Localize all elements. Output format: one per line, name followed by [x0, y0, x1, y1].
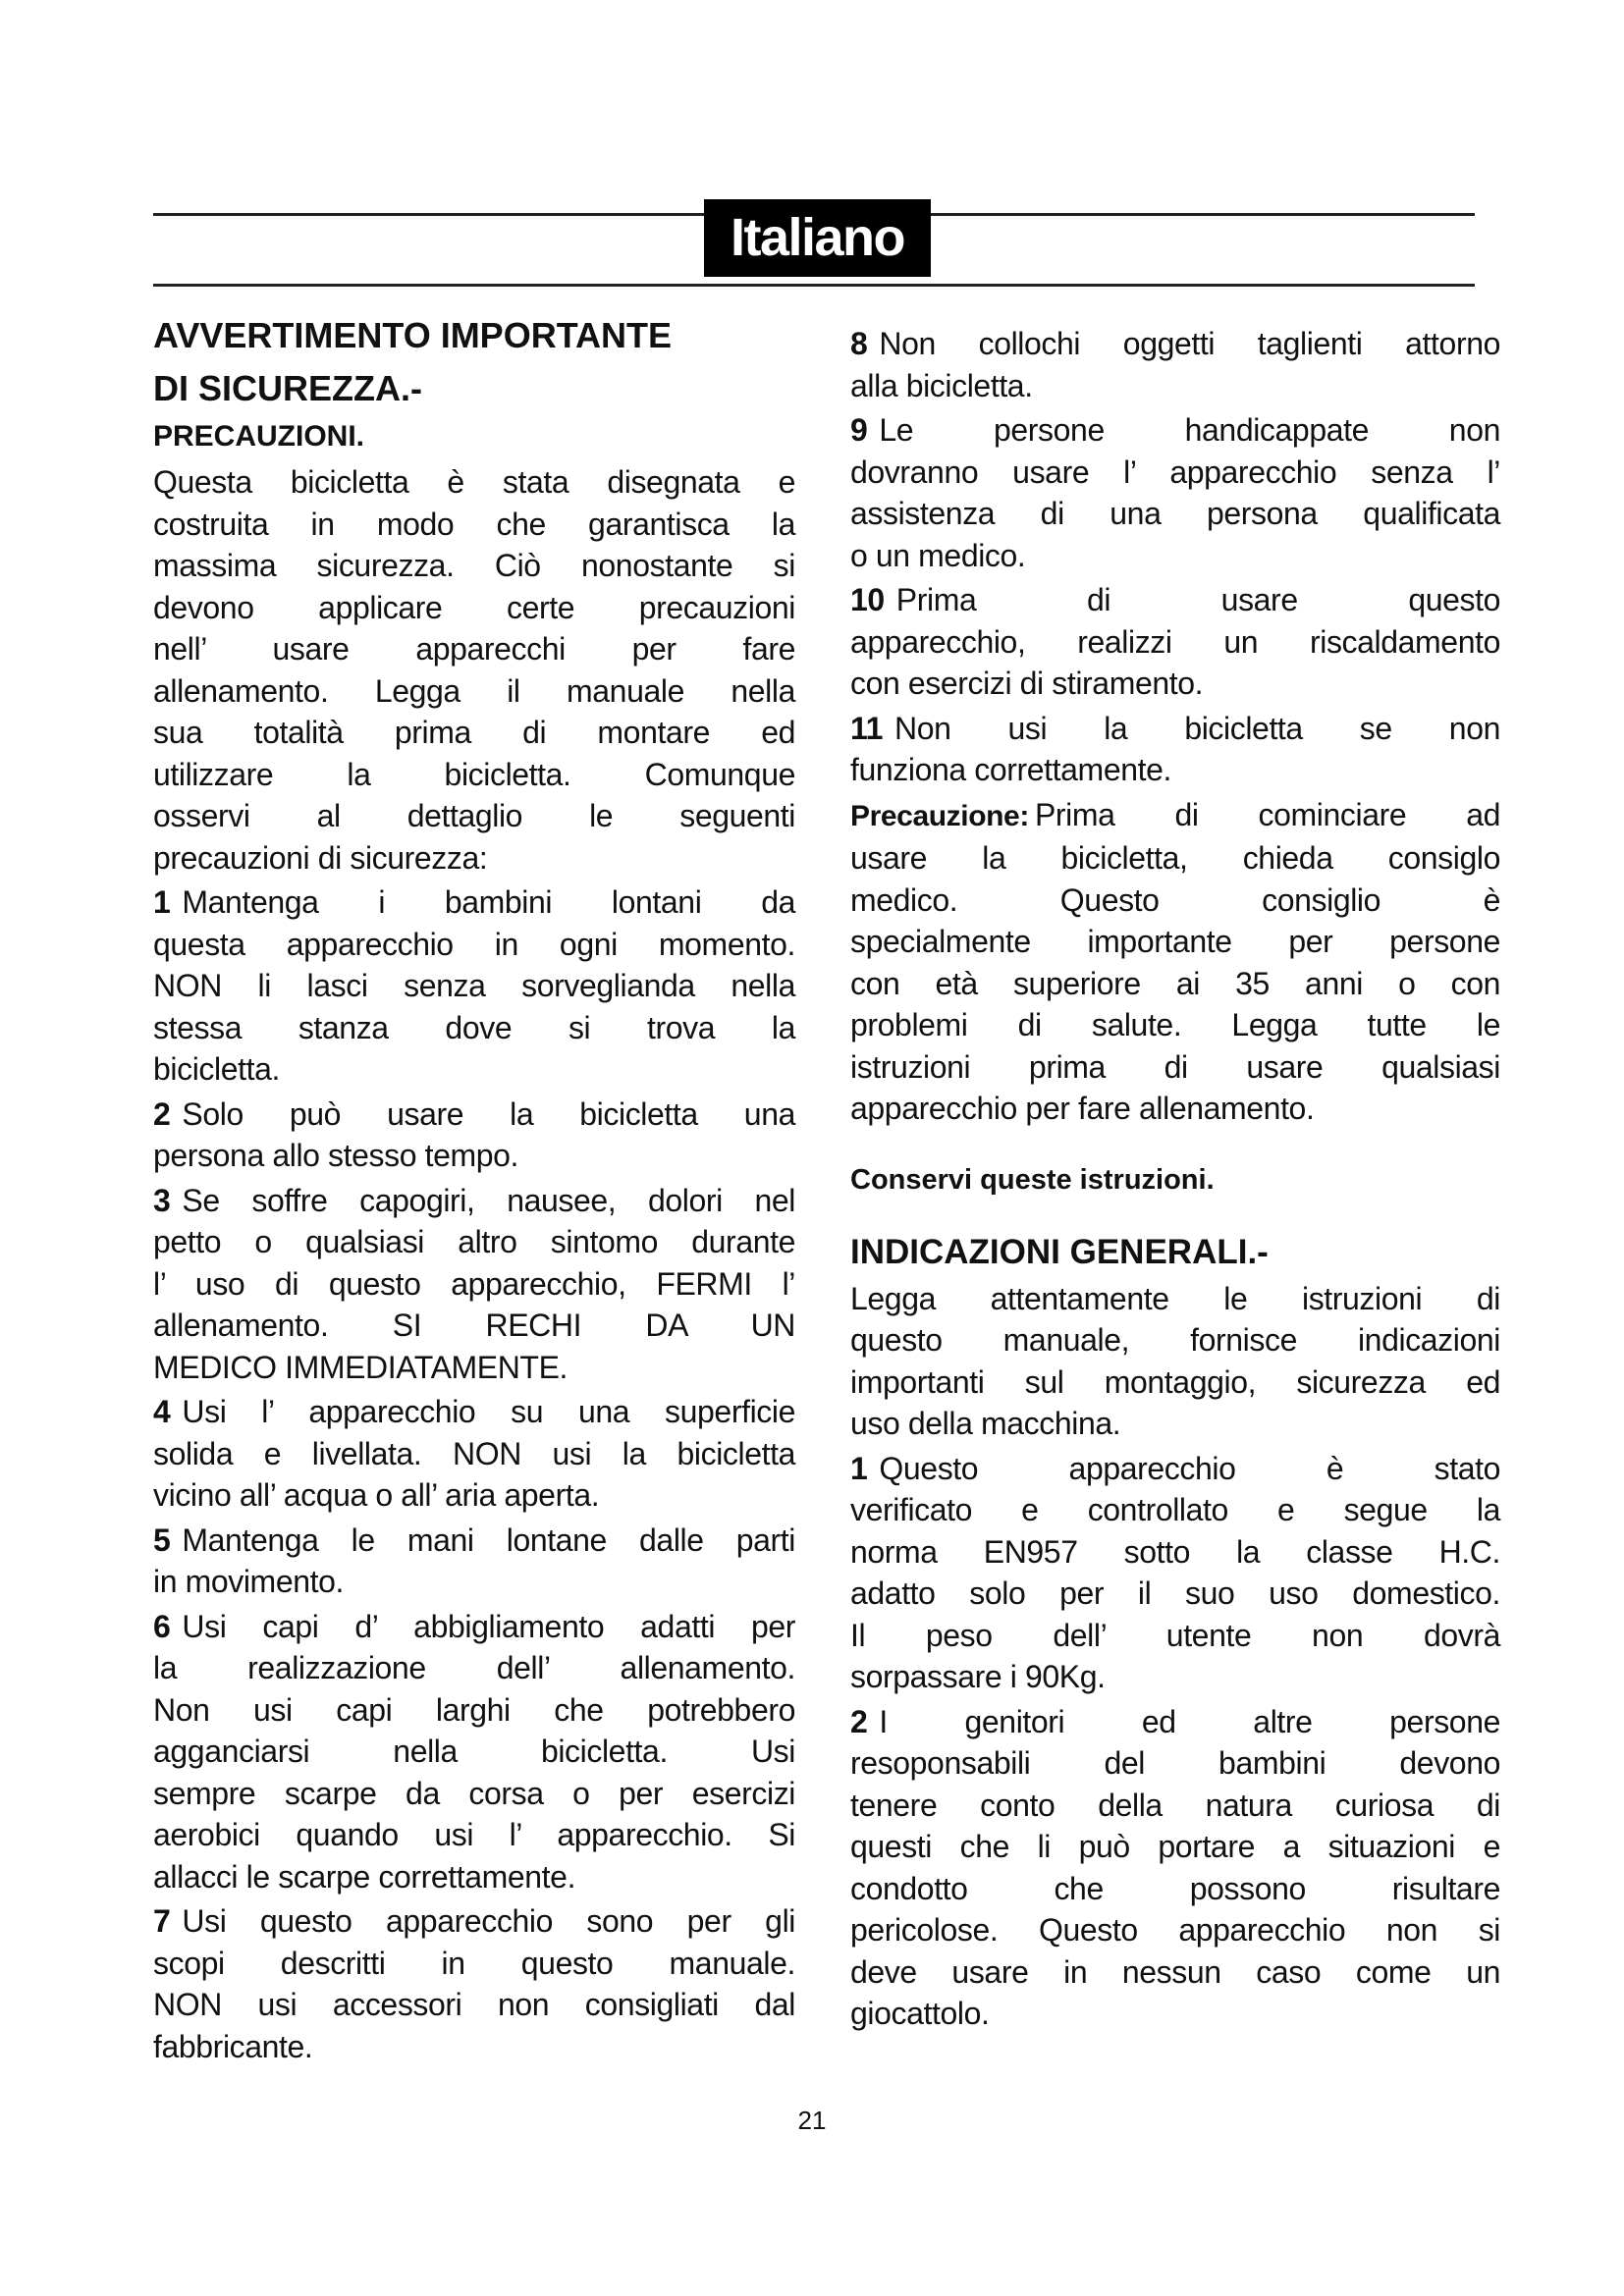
- text-line: [850, 1278, 1500, 1320]
- paragraph: [850, 1701, 1500, 2035]
- line-text: questi che li può portare a situazioni e: [850, 1829, 1500, 1864]
- line-text: osservi al dettaglio le seguenti: [153, 798, 795, 833]
- item-number: 1: [153, 884, 171, 920]
- line-text: precauzioni di sicurezza:: [153, 839, 488, 876]
- item-number: 2: [153, 1095, 171, 1132]
- paragraph: [153, 1391, 795, 1517]
- line-text: Le persone handicappate non: [879, 412, 1500, 448]
- text-line: [153, 670, 795, 713]
- text-line: [153, 1900, 795, 1943]
- item-number: 9: [850, 412, 868, 448]
- keep-instructions-note: Conservi queste istruzioni.: [850, 1163, 1215, 1196]
- line-text: allenamento. SI RECHI DA UN: [153, 1308, 795, 1343]
- line-text: MEDICO IMMEDIATAMENTE.: [153, 1349, 568, 1385]
- text-line: [850, 1951, 1500, 1994]
- text-line: [850, 1046, 1500, 1089]
- line-text: Se soffre capogiri, nausee, dolori nel: [182, 1182, 795, 1218]
- text-line: [850, 708, 1500, 750]
- text-line: [153, 1180, 795, 1222]
- text-line: [153, 881, 795, 924]
- section-title-line: AVVERTIMENTO IMPORTANTE: [153, 315, 673, 355]
- line-text: I genitori ed altre persone: [879, 1703, 1500, 1739]
- line-text: Questo apparecchio è stato: [879, 1450, 1500, 1486]
- item-number: 8: [850, 326, 868, 361]
- line-text: Usi questo apparecchio sono per gli: [182, 1903, 795, 1939]
- text-line: [850, 1868, 1500, 1910]
- line-text: giocattolo.: [850, 1996, 990, 2031]
- text-line: [153, 2026, 795, 2068]
- text-line: [850, 837, 1500, 880]
- text-line: [153, 1856, 795, 1898]
- text-line: [850, 1319, 1500, 1362]
- text-line: [153, 1984, 795, 2026]
- text-line: [850, 1993, 1500, 2035]
- line-text: apparecchio per fare allenamento.: [850, 1091, 1315, 1126]
- text-line: [850, 663, 1500, 705]
- line-text: solida e livellata. NON usi la bicicletta: [153, 1435, 795, 1471]
- line-text: uso della macchina.: [850, 1406, 1121, 1441]
- text-line: [153, 1263, 795, 1306]
- text-line: [850, 365, 1500, 407]
- line-text: assistenza di una persona qualificata: [850, 496, 1500, 531]
- line-text: Solo può usare la bicicletta una: [182, 1095, 795, 1132]
- general-indications-list: [850, 1278, 1500, 2035]
- text-line: [153, 1561, 795, 1603]
- line-text: Legga attentamente le istruzioni di: [850, 1280, 1500, 1316]
- line-text: persona allo stesso tempo.: [153, 1138, 519, 1173]
- text-line: [850, 749, 1500, 791]
- text-line: [153, 965, 795, 1007]
- line-text: tenere conto della natura curiosa di: [850, 1787, 1500, 1823]
- line-text: verificato e controllato e segue la: [850, 1492, 1500, 1527]
- paragraph: [153, 1094, 795, 1177]
- text-line: [850, 1615, 1500, 1657]
- text-line: [153, 1347, 795, 1389]
- text-line: [153, 1606, 795, 1648]
- line-text: alla bicicletta.: [850, 367, 1033, 403]
- text-line: [850, 1004, 1500, 1046]
- text-line: [850, 452, 1500, 494]
- text-line: [153, 504, 795, 546]
- language-label: Italiano: [704, 199, 931, 277]
- line-text: NON li lasci senza sorveglianda nella: [153, 968, 795, 1003]
- paragraph: [153, 461, 795, 879]
- line-text: allacci le scarpe correttamente.: [153, 1858, 576, 1895]
- line-text: agganciarsi nella bicicletta. Usi: [153, 1734, 795, 1769]
- paragraph: [850, 708, 1500, 791]
- left-column: [153, 309, 795, 2067]
- paragraph: [153, 1520, 795, 1603]
- text-line: [850, 880, 1500, 922]
- line-text: sempre scarpe da corsa o per esercizi: [153, 1775, 795, 1811]
- text-line: [153, 1433, 795, 1475]
- text-line: [153, 924, 795, 966]
- precautions-list-continued: [850, 323, 1500, 1130]
- line-text: utilizzare la bicicletta. Comunque: [153, 756, 795, 792]
- line-text: l’ uso di questo apparecchio, FERMI l’: [153, 1265, 795, 1302]
- text-line: [153, 754, 795, 796]
- text-line: [153, 1221, 795, 1263]
- line-text: petto o qualsiasi altro sintomo durante: [153, 1224, 795, 1259]
- paragraph: [850, 1278, 1500, 1445]
- paragraph: [850, 794, 1500, 1130]
- text-line: [153, 1474, 795, 1517]
- item-number: 6: [153, 1608, 171, 1644]
- line-text: nell’ usare apparecchi per fare: [153, 631, 795, 667]
- line-text: sorpassare i 90Kg.: [850, 1659, 1106, 1694]
- text-line: [850, 1573, 1500, 1615]
- line-text: fabbricante.: [153, 2028, 313, 2064]
- line-text: Usi l’ apparecchio su una superficie: [182, 1394, 795, 1429]
- line-text: allenamento. Legga il manuale nella: [153, 672, 795, 709]
- text-line: [153, 1305, 795, 1347]
- line-text: con età superiore ai 35 anni o con: [850, 965, 1500, 1001]
- text-line: [850, 1826, 1500, 1868]
- line-text: funziona correttamente.: [850, 752, 1171, 787]
- text-line: [850, 493, 1500, 535]
- precautions-list: [153, 461, 795, 2067]
- line-text: Mantenga le mani lontane dalle parti: [182, 1522, 795, 1558]
- text-line: [850, 1489, 1500, 1531]
- line-text: o un medico.: [850, 537, 1026, 573]
- text-line: [850, 1448, 1500, 1490]
- paragraph: [153, 1180, 795, 1389]
- line-text: massima sicurezza. Ciò nonostante si: [153, 548, 795, 583]
- text-line: [850, 1785, 1500, 1827]
- paragraph: [850, 579, 1500, 705]
- text-line: [850, 535, 1500, 577]
- line-text: la realizzazione dell’ allenamento.: [153, 1650, 795, 1685]
- line-text: Usi capi d’ abbigliamento adatti per: [182, 1608, 795, 1644]
- text-line: [850, 1088, 1500, 1130]
- line-text: adatto solo per il suo uso domestico.: [850, 1575, 1500, 1611]
- line-text: questo manuale, fornisce indicazioni: [850, 1322, 1500, 1358]
- text-line: [153, 1943, 795, 1985]
- line-text: devono applicare certe precauzioni: [153, 589, 795, 625]
- item-number: 5: [153, 1522, 171, 1558]
- paragraph: [850, 409, 1500, 576]
- item-number: 10: [850, 582, 885, 617]
- line-text: norma EN957 sotto la classe H.C.: [850, 1533, 1500, 1570]
- text-line: [153, 837, 795, 880]
- text-line: [153, 628, 795, 670]
- text-line: [153, 1773, 795, 1815]
- text-line: [153, 1814, 795, 1856]
- text-line: [850, 1701, 1500, 1743]
- line-text: Questa bicicletta è stata disegnata e: [153, 464, 795, 500]
- line-text: stessa stanza dove si trova la: [153, 1009, 795, 1045]
- text-line: [153, 1048, 795, 1091]
- line-text: specialmente importante per persone: [850, 924, 1500, 959]
- text-line: [850, 1742, 1500, 1785]
- line-text: sua totalità prima di montare ed: [153, 715, 795, 750]
- text-line: [153, 1731, 795, 1773]
- line-text: Prima di cominciare ad: [1034, 796, 1500, 832]
- line-text: Non usi la bicicletta se non: [894, 710, 1500, 746]
- section-title: INDICAZIONI GENERALI.-: [850, 1232, 1269, 1271]
- item-number: 2: [850, 1703, 868, 1739]
- line-text: scopi descritti in questo manuale.: [153, 1945, 795, 1981]
- text-line: [850, 579, 1500, 621]
- line-text: aerobici quando usi l’ apparecchio. Si: [153, 1817, 795, 1852]
- line-text: Non collochi oggetti taglienti attorno: [879, 326, 1500, 361]
- line-text: dovranno usare l’ apparecchio senza l’: [850, 454, 1500, 490]
- item-number: 4: [153, 1394, 171, 1429]
- text-line: [153, 1094, 795, 1136]
- line-text: costruita in modo che garantisca la: [153, 506, 795, 542]
- text-line: [153, 795, 795, 837]
- text-line: [850, 963, 1500, 1005]
- text-line: [850, 621, 1500, 664]
- text-line: [850, 409, 1500, 452]
- subsection-title: PRECAUZIONI.: [153, 420, 365, 453]
- text-line: [153, 1689, 795, 1732]
- line-text: apparecchio, realizzi un riscaldamento: [850, 623, 1500, 660]
- header-rule-bottom: [153, 284, 1475, 287]
- text-line: [850, 794, 1500, 838]
- line-text: pericolose. Questo apparecchio non si: [850, 1912, 1500, 1948]
- paragraph: [153, 1606, 795, 1898]
- line-text: condotto che possono risultare: [850, 1870, 1500, 1906]
- text-line: [850, 1909, 1500, 1951]
- line-text: istruzioni prima di usare qualsiasi: [850, 1048, 1500, 1085]
- paragraph: [153, 881, 795, 1091]
- line-text: con esercizi di stiramento.: [850, 666, 1204, 701]
- line-text: vicino all’ acqua o all’ aria aperta.: [153, 1477, 600, 1513]
- item-number: 3: [153, 1182, 171, 1218]
- text-line: [153, 1647, 795, 1689]
- text-line: [153, 712, 795, 754]
- line-text: resoponsabili del bambini devono: [850, 1745, 1500, 1781]
- text-line: [850, 323, 1500, 365]
- line-text: bicicletta.: [153, 1051, 280, 1087]
- paragraph: [153, 1900, 795, 2067]
- item-number: 11: [850, 710, 884, 746]
- text-line: [153, 1391, 795, 1433]
- paragraph: [850, 323, 1500, 406]
- line-text: NON usi accessori non consigliati dal: [153, 1987, 795, 2022]
- item-number: 1: [850, 1450, 868, 1486]
- item-label: Precauzione:: [850, 799, 1029, 832]
- line-text: Il peso dell’ utente non dovrà: [850, 1617, 1500, 1653]
- text-line: [153, 587, 795, 629]
- text-line: [153, 461, 795, 504]
- text-line: [850, 1531, 1500, 1574]
- line-text: Non usi capi larghi che potrebbero: [153, 1691, 795, 1728]
- text-line: [153, 1007, 795, 1049]
- line-text: questa apparecchio in ogni momento.: [153, 926, 795, 962]
- text-line: [850, 921, 1500, 963]
- line-text: Mantenga i bambini lontani da: [182, 884, 795, 920]
- line-text: in movimento.: [153, 1564, 344, 1599]
- text-line: [153, 1520, 795, 1562]
- text-line: [153, 545, 795, 587]
- line-text: usare la bicicletta, chieda consiglo: [850, 840, 1500, 876]
- item-number: 7: [153, 1903, 171, 1939]
- line-text: importanti sul montaggio, sicurezza ed: [850, 1363, 1500, 1400]
- page-number: 21: [797, 2106, 827, 2135]
- text-line: [850, 1656, 1500, 1698]
- text-line: [850, 1362, 1500, 1404]
- line-text: medico. Questo consiglio è: [850, 881, 1500, 918]
- paragraph: [850, 1448, 1500, 1698]
- line-text: deve usare in nessun caso come un: [850, 1953, 1500, 1990]
- text-line: [850, 1403, 1500, 1445]
- right-column: [850, 320, 1500, 2035]
- text-line: [153, 1135, 795, 1177]
- line-text: problemi di salute. Legga tutte le: [850, 1007, 1500, 1042]
- line-text: Prima di usare questo: [895, 582, 1500, 617]
- section-title-line: DI SICUREZZA.-: [153, 368, 422, 408]
